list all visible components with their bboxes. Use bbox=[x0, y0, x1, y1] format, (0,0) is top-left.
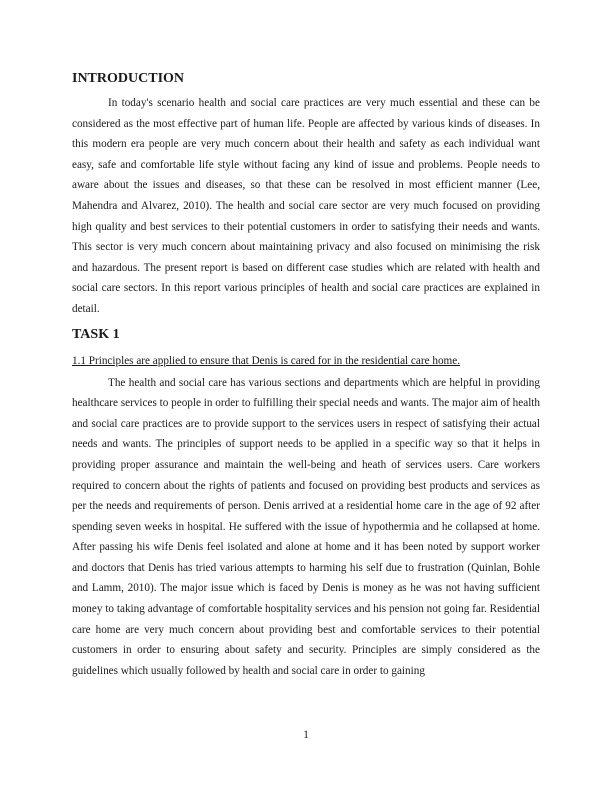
document-page bbox=[72, 70, 540, 681]
page-number: 1 bbox=[303, 729, 309, 741]
task-1-subheading: 1.1 Principles are applied to ensure that Denis is cared for in the residential care home. bbox=[72, 354, 461, 367]
introduction-heading: INTRODUCTION bbox=[72, 71, 185, 86]
introduction-paragraph: In today's scenario health and social care practices are very much essential and these can be considered as the most effective part of human life. People are affected by various kinds of diseases. In this modern era people are very much concern about their health and safety as each individual want easy, safe and comfortable life style without facing any kind of issue and problems. People needs to aware about the issues and diseases, so that these can be resolved in most efficient manner (Lee, Mahendra and Alvarez, 2010). The health and social care sector are very much focused on providing high quality and best services to their potential customers in order to satisfying their needs and wants. This sector is very much concern about maintaining privacy and also focused on minimising the risk and hazardous. The present report is based on different case studies which are related with health and social care sectors. In this report various principles of health and social care practices are explained in detail. bbox=[72, 97, 540, 315]
task-1-paragraph: The health and social care has various sections and departments which are helpful in providing healthcare services to people in order to fulfilling their special needs and wants. The major aim of health and social care practices are to provide support to the services users in respect of satisfying their actual needs and wants. The principles of support needs to be applied in a specific way so that it helps in providing proper assurance and maintain the well-being and heath of services users. Care workers required to concern about the rights of patients and focused on providing best products and services as per the needs and requirements of person. Denis arrived at a residential home care in the age of 92 after spending seven weeks in hospital. He suffered with the issue of hypothermia and he collapsed at home. After passing his wife Denis feel isolated and alone at home and it has been noted by support worker and doctors that Denis has tried various attempts to harming his self due to frustration (Quinlan, Bohle and Lamm, 2010). The major issue which is faced by Denis is money as he was not having sufficient money to taking advantage of comfortable hospitality services and his pension not going far. Residential care home are very much concern about providing best and comfortable services to their potential customers in order to ensuring about safety and security. Principles are simply considered as the guidelines which usually followed by health and social care in order to gaining bbox=[72, 376, 540, 677]
task-1-heading: TASK 1 bbox=[72, 326, 120, 342]
